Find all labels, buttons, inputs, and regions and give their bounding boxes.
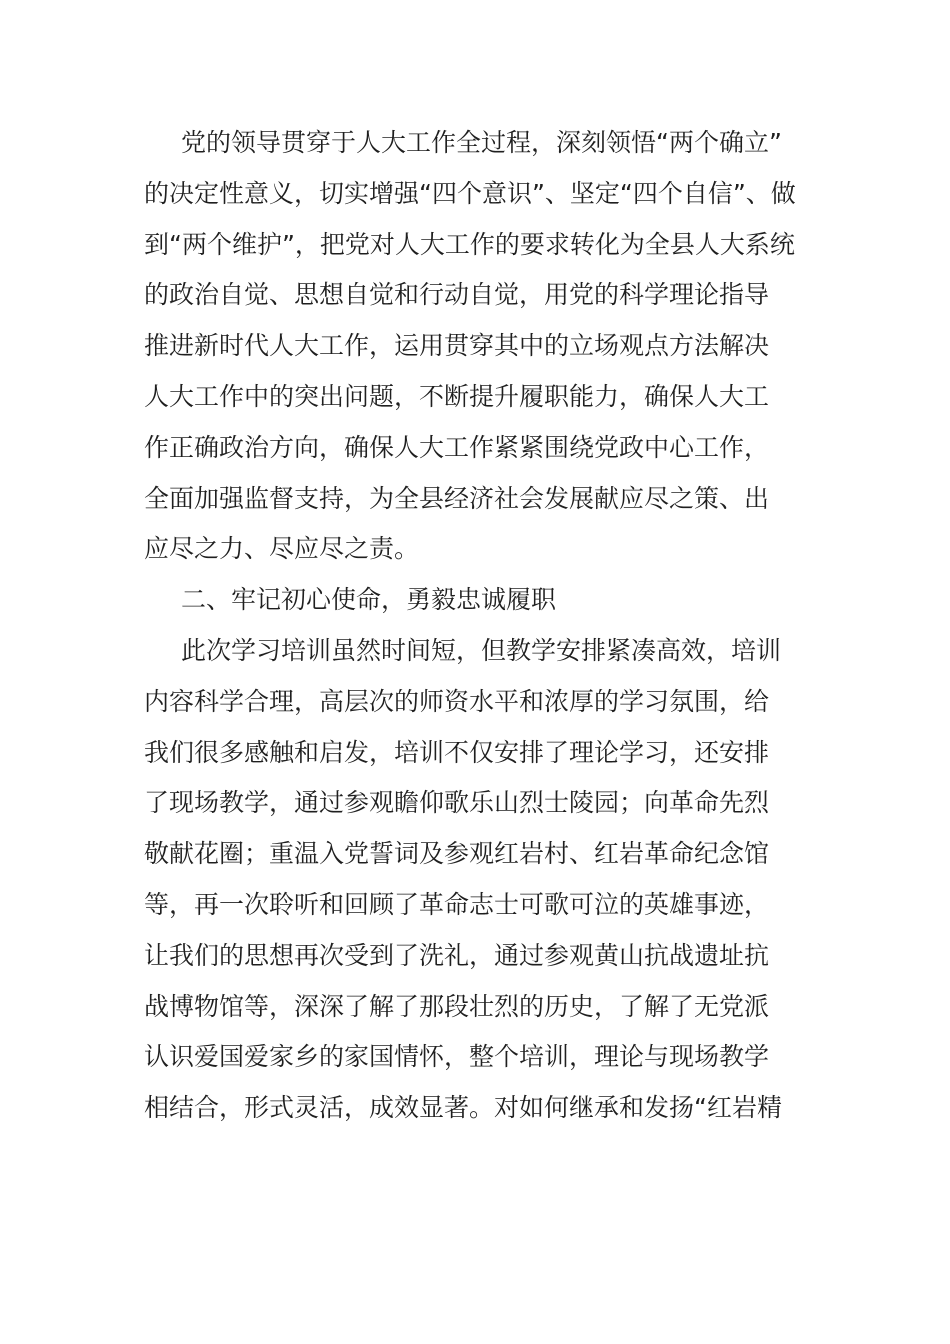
text-line: 全面加强监督支持，为全县经济社会发展献应尽之策、出 — [144, 483, 770, 513]
text-line: 让我们的思想再次受到了洗礼，通过参观黄山抗战遗址抗 — [144, 940, 770, 970]
text-line: 作正确政治方向，确保人大工作紧紧围绕党政中心工作， — [144, 432, 770, 462]
text-line: 战博物馆等，深深了解了那段壮烈的历史，了解了无党派 — [144, 991, 770, 1021]
text-line: 的政治自觉、思想自觉和行动自觉，用党的科学理论指导 — [144, 280, 770, 310]
text-line: 了现场教学，通过参观瞻仰歌乐山烈士陵园；向革命先烈 — [144, 788, 770, 818]
text-line: 内容科学合理，高层次的师资水平和浓厚的学习氛围，给 — [144, 686, 770, 716]
text-line: 人大工作中的突出问题，不断提升履职能力，确保人大工 — [144, 381, 770, 411]
paragraph-1 — [144, 118, 808, 575]
heading-2: 二、牢记初心使命，勇毅忠诚履职 — [181, 585, 557, 615]
text-line: 党的领导贯穿于人大工作全过程，深刻领悟“两个确立” — [181, 128, 782, 157]
text-line: 等，再一次聆听和回顾了革命志士可歌可泣的英雄事迹， — [144, 889, 770, 919]
text-line: 应尽之力、尽应尽之责。 — [144, 534, 420, 564]
text-line: 此次学习培训虽然时间短，但教学安排紧凑高效，培训 — [181, 635, 782, 665]
section-heading — [144, 575, 808, 626]
text-line: 我们很多感触和启发，培训不仅安排了理论学习，还安排 — [144, 737, 770, 767]
text-line: 相结合，形式灵活，成效显著。对如何继承和发扬“红岩精 — [144, 1093, 782, 1123]
text-line: 推进新时代人大工作，运用贯穿其中的立场观点方法解决 — [144, 331, 770, 361]
text-line: 认识爱国爱家乡的家国情怀，整个培训，理论与现场教学 — [144, 1042, 770, 1072]
text-line: 的决定性意义，切实增强“四个意识”、坚定“四个自信”、做 — [144, 178, 796, 208]
document-body — [144, 118, 808, 1134]
paragraph-2 — [144, 626, 808, 1134]
text-line: 到“两个维护”，把党对人大工作的要求转化为全县人大系统 — [144, 229, 795, 259]
text-line: 敬献花圈；重温入党誓词及参观红岩村、红岩革命纪念馆 — [144, 839, 770, 869]
